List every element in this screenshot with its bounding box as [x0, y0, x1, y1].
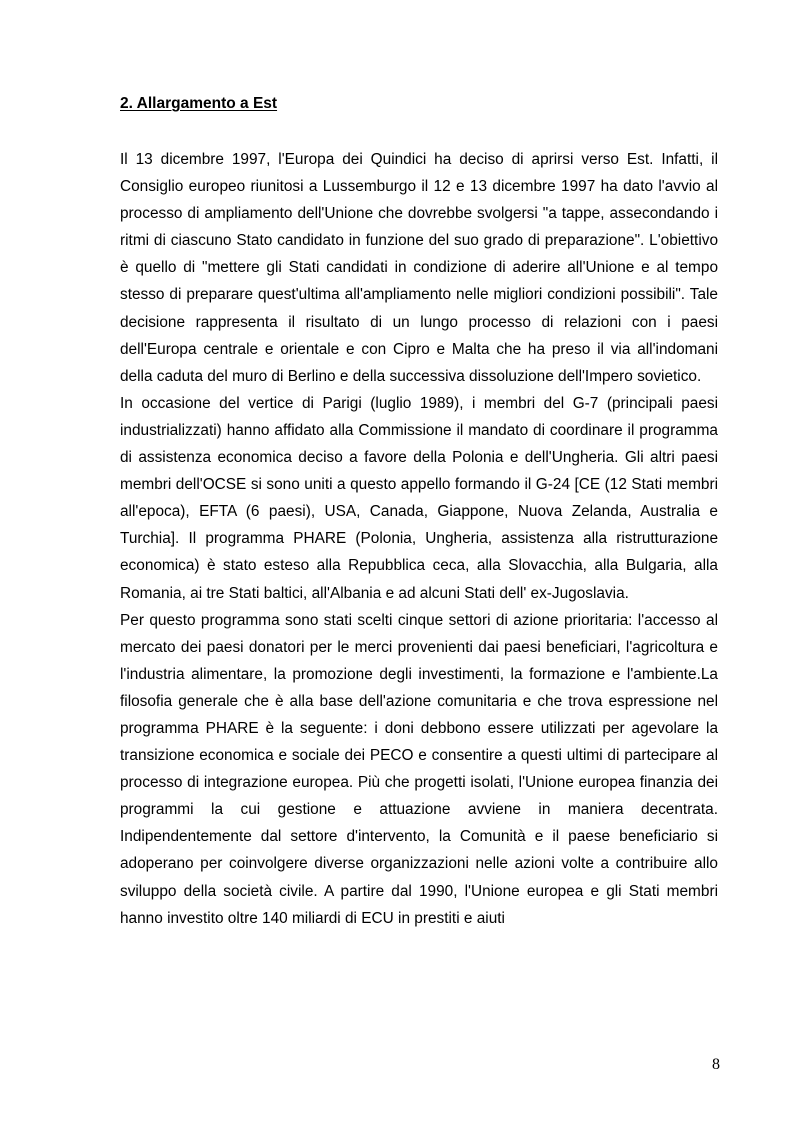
section-heading: 2. Allargamento a Est [120, 95, 278, 112]
page-number: 8 [712, 1056, 720, 1073]
paragraph-2: In occasione del vertice di Parigi (luglio 1989), i membri del G-7 (principali paesi industrializzati) hanno affidato alla Commissione il mandato di coordinare il programma di assistenza economica deciso a favore della Polonia e dell'Ungheria. Gli altri paesi membri dell'OCSE si sono uniti a questo appello formando il G-24 [CE (12 Stati membri all'epoca), EFTA (6 paesi), USA, Canada, Giappone, Nuova Zelanda, Australia e Turchia]. Il programma PHARE (Polonia, Ungheria, assistenza alla ristrutturazione economica) è stato esteso alla Repubblica ceca, alla Slovacchia, alla Bulgaria, alla Romania, ai tre Stati baltici, all'Albania e ad alcuni Stati dell' ex-Jugoslavia. [120, 394, 718, 602]
paragraph-3: Per questo programma sono stati scelti cinque settori di azione prioritaria: l'accesso al mercato dei paesi donatori per le merci provenienti dai paesi beneficiari, l'agricoltura e l'industria alimentare, la promozione degli investimenti, la formazione e l'ambiente.La filosofia generale che è alla base dell'azione comunitaria e che trova espressione nel programma PHARE è la seguente: i doni debbono essere utilizzati per agevolare la transizione economica e sociale dei PECO e consentire a questi ultimi di partecipare al processo di integrazione europea. Più che progetti isolati, l'Unione europea finanzia dei programmi la cui gestione e attuazione avviene in maniera decentrata. Indipendentemente dal settore d'intervento, la Comunità e il paese beneficiario si adoperano per coinvolgere diverse organizzazioni nelle azioni volte a contribuire allo sviluppo della società civile. A partire dal 1990, l'Unione europea e gli Stati membri hanno investito oltre 140 miliardi di ECU in prestiti e aiuti [120, 611, 718, 927]
body-text [120, 146, 718, 932]
paragraph-1: Il 13 dicembre 1997, l'Europa dei Quindici ha deciso di aprirsi verso Est. Infatti, il Consiglio europeo riunitosi a Lussemburgo il 12 e 13 dicembre 1997 ha dato l'avvio al processo di ampliamento dell'Unione che dovrebbe svolgersi "a tappe, assecondando i ritmi di ciascuno Stato candidato in funzione del suo grado di preparazione". L'obiettivo è quello di "mettere gli Stati candidati in condizione di aderire all'Unione e al tempo stesso di preparare quest'ultima all'ampliamento nelle migliori condizioni possibili". Tale decisione rappresenta il risultato di un lungo processo di relazioni con i paesi dell'Europa centrale e orientale e con Cipro e Malta che ha preso il via all'indomani della caduta del muro di Berlino e della successiva dissoluzione dell'Impero sovietico. [120, 151, 718, 385]
